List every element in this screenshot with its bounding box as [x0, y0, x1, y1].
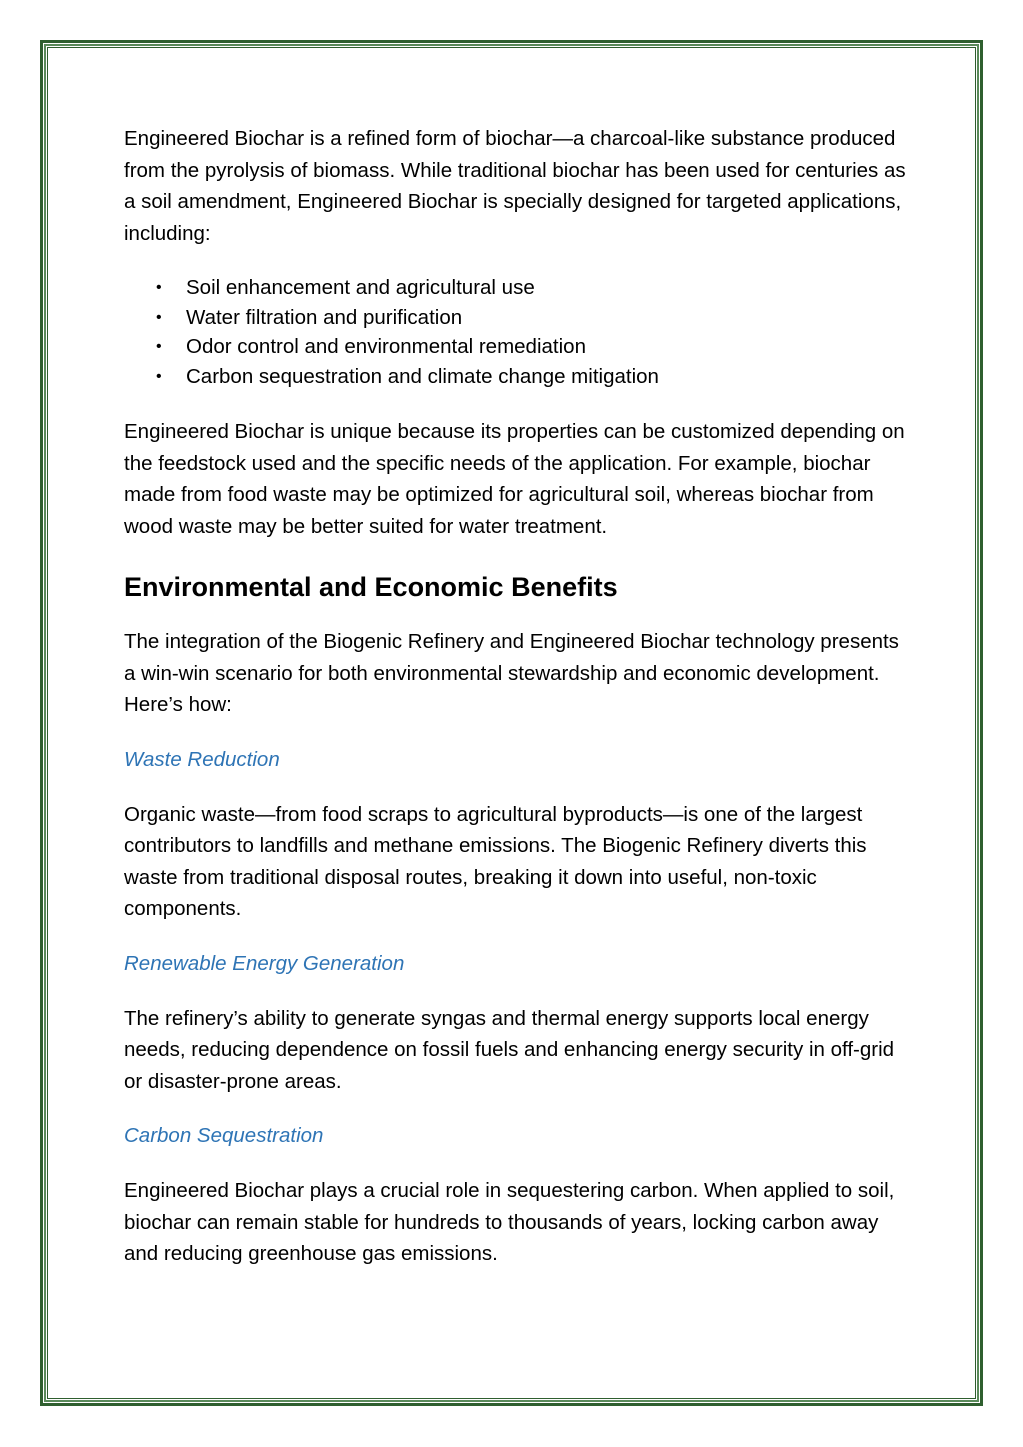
list-item-text: Odor control and environmental remediation: [186, 335, 586, 358]
subheading-renewable-energy: Renewable Energy Generation: [124, 951, 405, 975]
list-item: [124, 362, 914, 392]
unique-paragraph: Engineered Biochar is unique because its properties can be customized depending on the feedstock used and the specific needs of the application. For example, biochar made from food waste may be optimized for agricultural soil, whereas biochar from wood waste may be better suited for water treatment.: [124, 420, 905, 538]
list-item: [124, 303, 914, 333]
list-item-text: Carbon sequestration and climate change mitigation: [186, 364, 659, 388]
bullet-icon: •: [156, 367, 162, 385]
integration-paragraph: The integration of the Biogenic Refinery and Engineered Biochar technology presents a win-win scenario for both environmental stewardship and economic development. Here’s how:: [124, 630, 899, 716]
renewable-energy-paragraph: The refinery’s ability to generate syngas and thermal energy supports local energy needs, reducing dependence on fossil fuels and enhancing energy security in off-grid or disaster-prone areas.: [124, 1006, 895, 1093]
document-body: [124, 123, 914, 1270]
bullet-icon: •: [156, 338, 162, 355]
section-heading: Environmental and Economic Benefits: [124, 572, 618, 602]
list-item-text: Water filtration and purification: [186, 305, 463, 329]
list-item: [124, 332, 914, 362]
bullet-icon: •: [156, 279, 162, 296]
list-item: [124, 273, 914, 303]
waste-reduction-paragraph: Organic waste—from food scraps to agricultural byproducts—is one of the largest contributors to landfills and methane emissions. The Biogenic Refinery diverts this waste from traditional disposal routes, breaking it down into useful, non-toxic components.: [124, 802, 867, 920]
subheading-waste-reduction: Waste Reduction: [124, 747, 280, 771]
carbon-sequestration-paragraph: Engineered Biochar plays a crucial role in sequestering carbon. When applied to soil, biochar can remain stable for hundreds to thousands of years, locking carbon away and reducing greenhouse gas emissions.: [124, 1179, 895, 1265]
applications-list: [124, 273, 914, 391]
subheading-carbon-sequestration: Carbon Sequestration: [124, 1124, 324, 1147]
intro-paragraph: Engineered Biochar is a refined form of biochar—a charcoal-like substance produced from the pyrolysis of biomass. While traditional biochar has been used for centuries as a soil amendment, Engineered Biochar is specially designed for targeted applications, including:: [124, 127, 906, 245]
bullet-icon: •: [156, 308, 162, 326]
list-item-text: Soil enhancement and agricultural use: [186, 276, 535, 299]
